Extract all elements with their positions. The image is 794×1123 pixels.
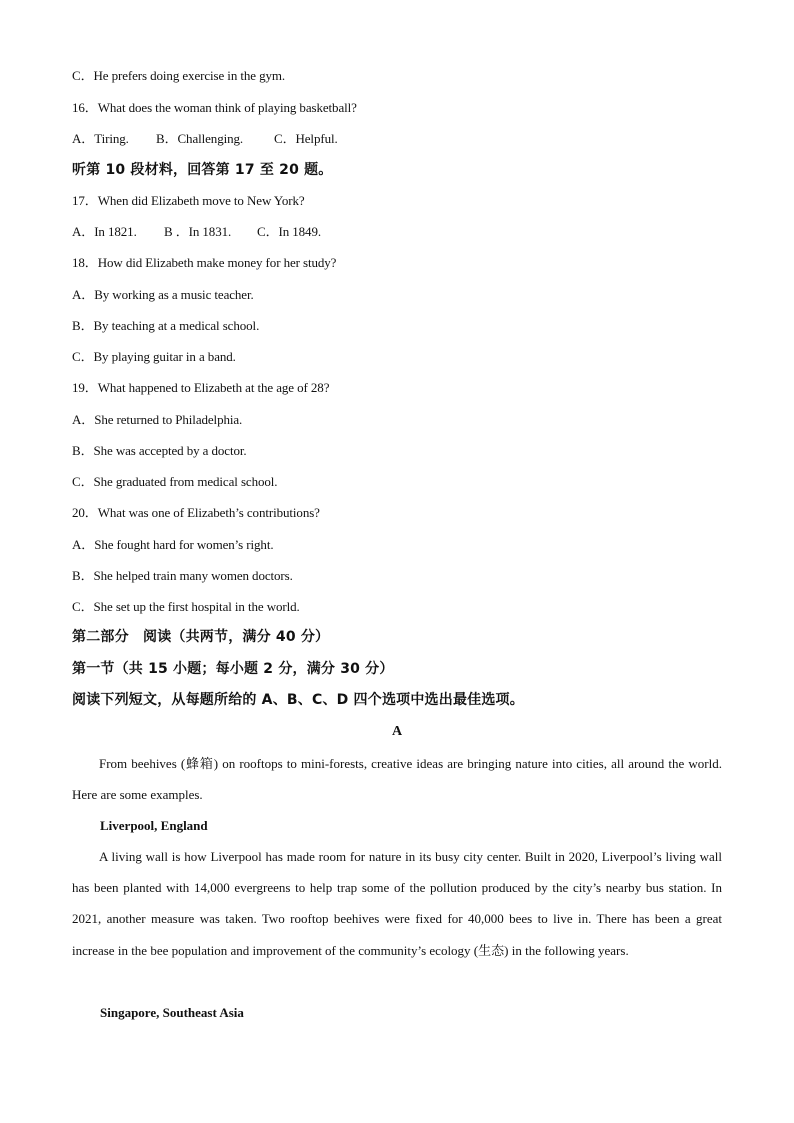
q18-option-a: A．By working as a music teacher. bbox=[72, 287, 254, 302]
reading-part-heading: 第二部分 阅读（共两节，满分 40 分） bbox=[72, 629, 330, 645]
q17-option-b: B ．In 1831. bbox=[164, 224, 232, 239]
reading-section-heading: 第一节（共 15 小题；每小题 2 分，满分 30 分） bbox=[72, 661, 394, 677]
q17-option-c: C．In 1849. bbox=[257, 224, 322, 239]
q18-question: 18．How did Elizabeth make money for her study? bbox=[72, 255, 337, 270]
q16-option-c: C．Helpful. bbox=[274, 131, 338, 146]
q16-question: 16．What does the woman think of playing basketball? bbox=[72, 100, 357, 115]
liverpool-paragraph-text: A living wall is how Liverpool has made room for nature in its busy city center. Built in 2020, Liverpool’s living wall has been planted with 14,000 evergreens to help trap some of the pollution produced by the city’s nearby bus station. In 2021, another measure was taken. Two rooftop beehives were fixed for 40,000 bees to live in. There has been a great increase in the bee population and improvement of the community’s ecology (生态) in the following years. bbox=[72, 849, 722, 958]
q20-question: 20．What was one of Elizabeth’s contributions? bbox=[72, 505, 320, 520]
reading-instruction: 阅读下列短文，从每题所给的 A、B、C、D 四个选项中选出最佳选项。 bbox=[72, 692, 524, 708]
q18-option-c: C．By playing guitar in a band. bbox=[72, 349, 236, 364]
singapore-heading: Singapore, Southeast Asia bbox=[100, 1005, 244, 1020]
q17-option-a: A．In 1821. bbox=[72, 224, 137, 239]
q15-option-c: C．He prefers doing exercise in the gym. bbox=[72, 68, 286, 83]
q17-question: 17．When did Elizabeth move to New York? bbox=[72, 193, 305, 208]
q17-options bbox=[72, 224, 321, 240]
liverpool-paragraph bbox=[72, 841, 722, 966]
q20-option-b: B．She helped train many women doctors. bbox=[72, 568, 293, 583]
q19-question: 19．What happened to Elizabeth at the age of 28? bbox=[72, 380, 330, 395]
q20-option-c: C．She set up the first hospital in the world. bbox=[72, 599, 300, 614]
q16-option-b: B．Challenging. bbox=[156, 131, 244, 146]
passage-title: A bbox=[391, 724, 403, 739]
q16-option-a: A．Tiring. bbox=[72, 131, 129, 146]
q19-option-b: B．She was accepted by a doctor. bbox=[72, 443, 247, 458]
passage-intro bbox=[72, 748, 722, 810]
q19-option-a: A．She returned to Philadelphia. bbox=[72, 412, 243, 427]
q20-option-a: A．She fought hard for women’s right. bbox=[72, 537, 274, 552]
q19-option-c: C．She graduated from medical school. bbox=[72, 474, 278, 489]
q18-option-b: B．By teaching at a medical school. bbox=[72, 318, 260, 333]
section10-heading: 听第 10 段材料，回答第 17 至 20 题。 bbox=[72, 162, 333, 178]
liverpool-heading: Liverpool, England bbox=[100, 818, 208, 833]
q16-options bbox=[72, 131, 338, 147]
passage-intro-text: From beehives (蜂箱) on rooftops to mini-forests, creative ideas are bringing nature into cities, all around the world. Here are some examples. bbox=[72, 756, 722, 803]
